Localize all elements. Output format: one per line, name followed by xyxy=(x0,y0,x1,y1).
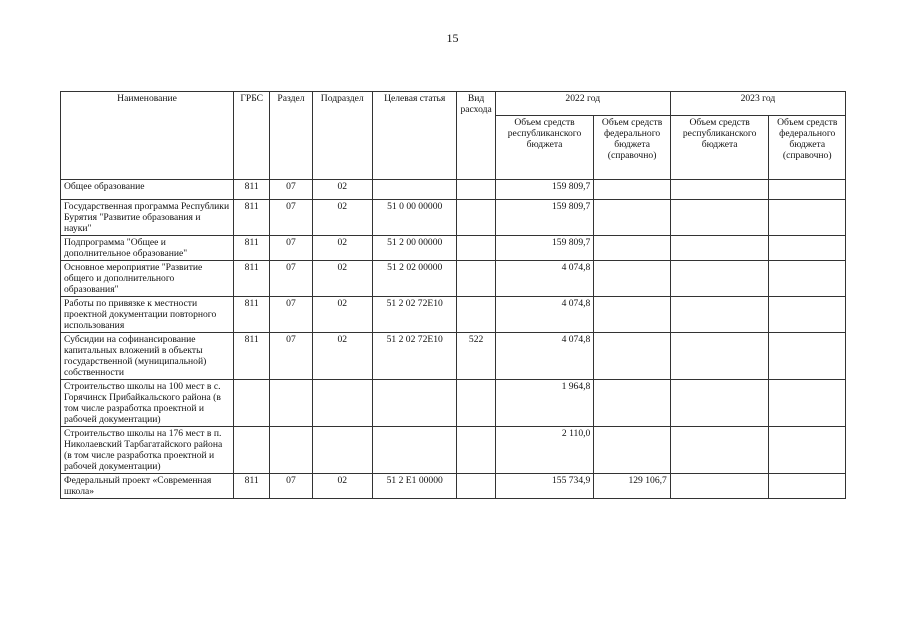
cell-razdel xyxy=(270,380,312,427)
cell-podrazdel: 02 xyxy=(312,297,372,333)
cell-regional-2023 xyxy=(670,297,769,333)
cell-federal-2022: 129 106,7 xyxy=(594,474,670,499)
cell-federal-2022 xyxy=(594,200,670,236)
cell-federal-2022 xyxy=(594,180,670,200)
cell-razdel: 07 xyxy=(270,333,312,380)
header-year-2022: 2022 год xyxy=(495,92,670,116)
cell-regional-2022: 2 110,0 xyxy=(495,427,594,474)
cell-podrazdel: 02 xyxy=(312,474,372,499)
header-federal-2023: Объем средств федерального бюджета (справочно) xyxy=(769,116,846,180)
cell-regional-2023 xyxy=(670,236,769,261)
cell-regional-2022: 155 734,9 xyxy=(495,474,594,499)
cell-razdel: 07 xyxy=(270,236,312,261)
cell-grbs: 811 xyxy=(234,474,270,499)
cell-name: Строительство школы на 176 мест в п. Николаевский Тарбагатайского района (в том числе разработка проектной и рабочей документации) xyxy=(61,427,234,474)
cell-razdel: 07 xyxy=(270,180,312,200)
cell-grbs: 811 xyxy=(234,236,270,261)
cell-name: Работы по привязке к местности проектной документации повторного использования xyxy=(61,297,234,333)
cell-regional-2023 xyxy=(670,474,769,499)
cell-regional-2022: 159 809,7 xyxy=(495,180,594,200)
cell-grbs: 811 xyxy=(234,333,270,380)
table-header xyxy=(61,92,846,180)
cell-federal-2023 xyxy=(769,236,846,261)
cell-podrazdel: 02 xyxy=(312,236,372,261)
cell-federal-2022 xyxy=(594,380,670,427)
cell-target: 51 2 02 00000 xyxy=(372,261,457,297)
table-body xyxy=(61,180,846,499)
header-federal-2022: Объем средств федерального бюджета (справочно) xyxy=(594,116,670,180)
cell-grbs xyxy=(234,380,270,427)
cell-podrazdel: 02 xyxy=(312,261,372,297)
cell-name: Общее образование xyxy=(61,180,234,200)
table-row xyxy=(61,380,846,427)
cell-regional-2023 xyxy=(670,427,769,474)
page-number: 15 xyxy=(446,31,459,45)
table-row xyxy=(61,297,846,333)
cell-razdel: 07 xyxy=(270,261,312,297)
table-row xyxy=(61,427,846,474)
header-name: Наименование xyxy=(61,92,234,180)
cell-podrazdel: 02 xyxy=(312,333,372,380)
header-year-2023: 2023 год xyxy=(670,92,845,116)
cell-target xyxy=(372,180,457,200)
cell-grbs xyxy=(234,427,270,474)
cell-name: Федеральный проект «Современная школа» xyxy=(61,474,234,499)
cell-target: 51 2 02 72Е10 xyxy=(372,333,457,380)
cell-grbs: 811 xyxy=(234,297,270,333)
cell-federal-2022 xyxy=(594,261,670,297)
cell-target: 51 0 00 00000 xyxy=(372,200,457,236)
cell-target xyxy=(372,380,457,427)
cell-federal-2023 xyxy=(769,427,846,474)
cell-vid xyxy=(457,200,495,236)
cell-federal-2023 xyxy=(769,180,846,200)
cell-federal-2023 xyxy=(769,297,846,333)
header-regional-2023: Объем средств республиканского бюджета xyxy=(670,116,769,180)
cell-razdel: 07 xyxy=(270,200,312,236)
header-vid: Вид расхода xyxy=(457,92,495,180)
cell-razdel xyxy=(270,427,312,474)
cell-podrazdel xyxy=(312,427,372,474)
cell-razdel: 07 xyxy=(270,474,312,499)
budget-table xyxy=(60,91,846,499)
header-podrazdel: Подраздел xyxy=(312,92,372,180)
cell-target: 51 2 00 00000 xyxy=(372,236,457,261)
cell-vid xyxy=(457,261,495,297)
cell-vid xyxy=(457,380,495,427)
cell-regional-2022: 159 809,7 xyxy=(495,236,594,261)
cell-federal-2023 xyxy=(769,474,846,499)
table-row xyxy=(61,333,846,380)
header-target: Целевая статья xyxy=(372,92,457,180)
table-row xyxy=(61,261,846,297)
cell-regional-2023 xyxy=(670,261,769,297)
header-grbs: ГРБС xyxy=(234,92,270,180)
cell-vid xyxy=(457,297,495,333)
cell-target: 51 2 Е1 00000 xyxy=(372,474,457,499)
cell-federal-2023 xyxy=(769,261,846,297)
cell-regional-2023 xyxy=(670,333,769,380)
cell-name: Подпрограмма "Общее и дополнительное образование" xyxy=(61,236,234,261)
cell-regional-2023 xyxy=(670,200,769,236)
cell-federal-2022 xyxy=(594,427,670,474)
cell-target xyxy=(372,427,457,474)
cell-grbs: 811 xyxy=(234,200,270,236)
cell-regional-2022: 159 809,7 xyxy=(495,200,594,236)
cell-vid xyxy=(457,180,495,200)
cell-federal-2022 xyxy=(594,236,670,261)
cell-federal-2022 xyxy=(594,297,670,333)
table-row xyxy=(61,180,846,200)
cell-razdel: 07 xyxy=(270,297,312,333)
cell-regional-2022: 4 074,8 xyxy=(495,261,594,297)
header-razdel: Раздел xyxy=(270,92,312,180)
cell-podrazdel: 02 xyxy=(312,200,372,236)
cell-vid xyxy=(457,427,495,474)
cell-target: 51 2 02 72Е10 xyxy=(372,297,457,333)
cell-federal-2023 xyxy=(769,200,846,236)
cell-grbs: 811 xyxy=(234,261,270,297)
cell-regional-2023 xyxy=(670,380,769,427)
cell-vid: 522 xyxy=(457,333,495,380)
cell-vid xyxy=(457,236,495,261)
header-regional-2022: Объем средств республиканского бюджета xyxy=(495,116,594,180)
cell-regional-2023 xyxy=(670,180,769,200)
table-row xyxy=(61,200,846,236)
cell-grbs: 811 xyxy=(234,180,270,200)
cell-name: Государственная программа Республики Бурятия "Развитие образования и науки" xyxy=(61,200,234,236)
cell-regional-2022: 4 074,8 xyxy=(495,333,594,380)
cell-name: Субсидии на софинансирование капитальных вложений в объекты государственной (муниципальной) собственности xyxy=(61,333,234,380)
table-row xyxy=(61,236,846,261)
cell-federal-2023 xyxy=(769,380,846,427)
cell-name: Основное мероприятие "Развитие общего и дополнительного образования" xyxy=(61,261,234,297)
cell-vid xyxy=(457,474,495,499)
cell-podrazdel: 02 xyxy=(312,180,372,200)
cell-podrazdel xyxy=(312,380,372,427)
table-row xyxy=(61,474,846,499)
cell-name: Строительство школы на 100 мест в с. Горячинск Прибайкальского района (в том числе разработка проектной и рабочей документации) xyxy=(61,380,234,427)
cell-regional-2022: 1 964,8 xyxy=(495,380,594,427)
cell-regional-2022: 4 074,8 xyxy=(495,297,594,333)
cell-federal-2022 xyxy=(594,333,670,380)
cell-federal-2023 xyxy=(769,333,846,380)
